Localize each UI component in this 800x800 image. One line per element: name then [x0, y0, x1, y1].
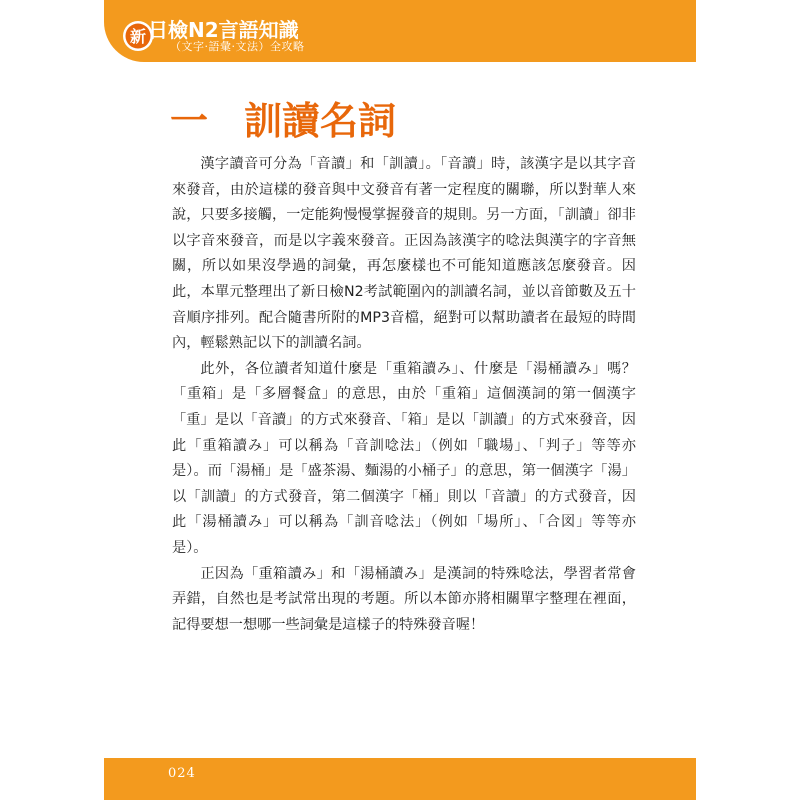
book-subtitle: （文字‧語彙‧文法）全攻略: [170, 40, 305, 53]
body-paragraph-1: 漢字讀音可分為「音讀」和「訓讀」。「音讀」時，該漢字是以其字音來發音，由於這樣的發音與中文發音有著一定程度的關聯，所以對華人來說，只要多接觸，一定能夠慢慢掌握發音的規則。另一方面，「訓讀」卻非以字音來發音，而是以字義來發音。正因為該漢字的唸法與漢字的字音無關，所以如果沒學過的詞彙，再怎麼樣也不可能知道應該怎麼發音。因此，本單元整理出了新日檢N2考試範圍內的訓讀名詞，並以音節數及五十音順序排列。配合隨書所附的MP3音檔，絕對可以幫助讀者在最短的時間內，輕鬆熟記以下的訓讀名詞。: [172, 156, 636, 352]
section-number: 一: [170, 99, 209, 143]
page-number: 024: [168, 766, 196, 781]
section-heading: [170, 90, 396, 145]
body-paragraph-3: 正因為「重箱讀み」和「湯桶讀み」是漢詞的特殊唸法，學習者常會弄錯，自然也是考試常出現的考題。所以本節亦將相關單字整理在裡面，記得要想一想哪一些詞彙是這樣子的特殊發音喔！: [172, 565, 636, 633]
section-title: 訓讀名詞: [244, 99, 397, 143]
new-badge-char: 新: [129, 27, 147, 46]
body-text: [172, 152, 636, 638]
body-paragraph-2: 此外，各位讀者知道什麼是「重箱讀み」、什麼是「湯桶讀み」嗎？「重箱」是「多層餐盒」的意思，由於「重箱」這個漢詞的第一個漢字「重」是以「音讀」的方式來發音、「箱」是以「訓讀」的方式來發音，因此「重箱讀み」可以稱為「音訓唸法」（例如「職場」、「判子」等等亦是）。而「湯桶」是「盛茶湯、麵湯的小桶子」的意思，第一個漢字「湯」以「訓讀」的方式發音，第二個漢字「桶」則以「音讀」的方式發音，因此「湯桶讀み」可以稱為「訓音唸法」（例如「場所」、「合図」等等亦是）。: [172, 360, 636, 556]
book-title-main: 日檢N2言語知識: [148, 18, 299, 42]
